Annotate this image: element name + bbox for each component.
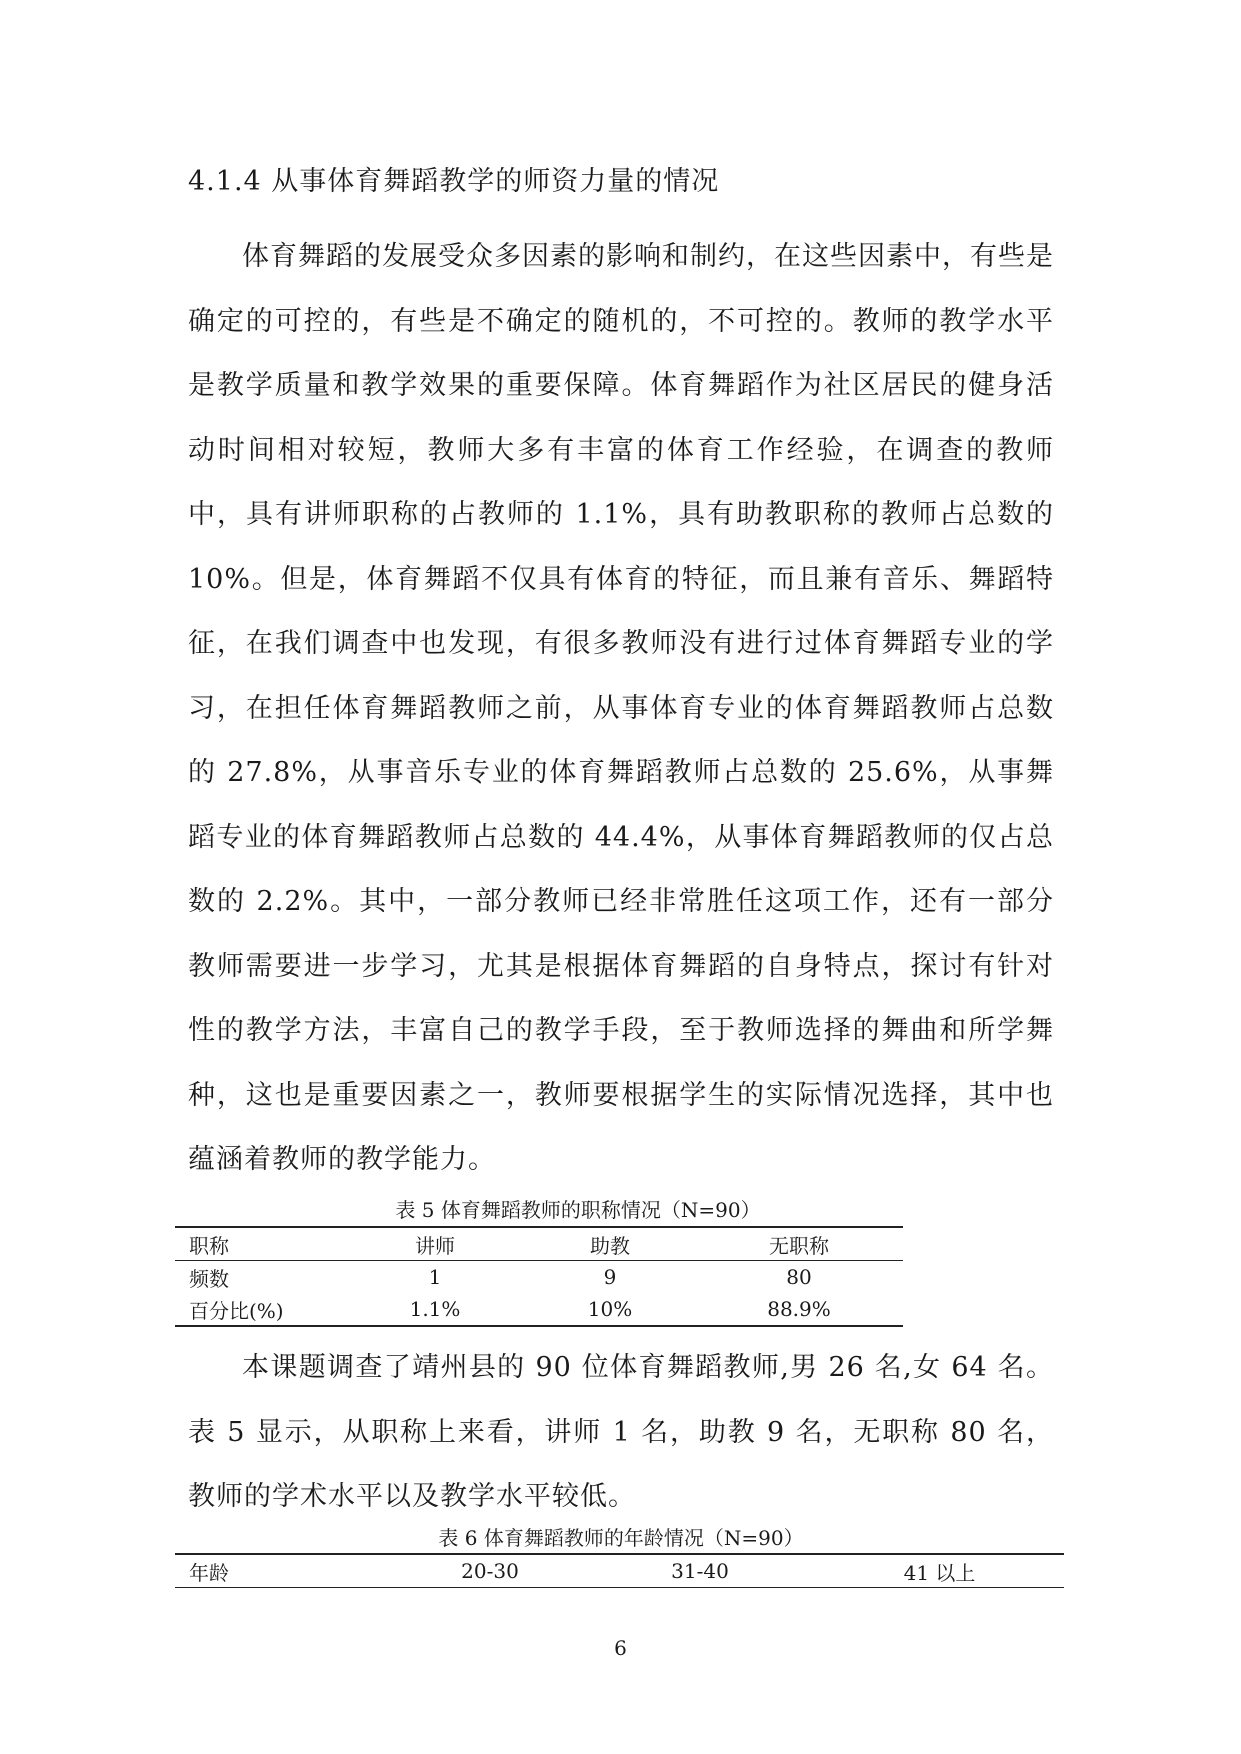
table5-title-distribution <box>175 1226 903 1327</box>
table5-cell: 80 <box>786 1265 812 1289</box>
table5-cell: 频数 <box>189 1266 229 1291</box>
table6-age-distribution <box>175 1553 1064 1588</box>
table5-cell: 百分比(%) <box>189 1298 284 1323</box>
table6-header-cell: 20-30 <box>461 1559 519 1583</box>
table5-header-cell: 讲师 <box>415 1233 455 1258</box>
page-number: 6 <box>614 1636 627 1660</box>
table6-caption: 表 6 体育舞蹈教师的年龄情况（N=90） <box>438 1526 804 1550</box>
table5-caption: 表 5 体育舞蹈教师的职称情况（N=90） <box>395 1198 761 1222</box>
body-paragraph-1: 体育舞蹈的发展受众多因素的影响和制约，在这些因素中，有些是确定的可控的，有些是不确定的随机的，不可控的。教师的教学水平是教学质量和教学效果的重要保障。体育舞蹈作为社区居民的健身活动时间相对较短，教师大多有丰富的体育工作经验，在调查的教师中，具有讲师职称的占教师的 1.1%，具有助教职称的教师占总数的 10%。但是，体育舞蹈不仅具有体育的特征，而且兼有音乐、舞蹈特征，在我们调查中也发现，有很多教师没有进行过体育舞蹈专业的学习，在担任体育舞蹈教师之前，从事体育专业的体育舞蹈教师占总数的 27.8%，从事音乐专业的体育舞蹈教师占总数的 25.6%，从事舞蹈专业的体育舞蹈教师占总数的 44.4%，从事体育舞蹈教师的仅占总数的 2.2%。其中，一部分教师已经非常胜任这项工作，还有一部分教师需要进一步学习，尤其是根据体育舞蹈的自身特点，探讨有针对性的教学方法，丰富自己的教学手段，至于教师选择的舞曲和所学舞种，这也是重要因素之一，教师要根据学生的实际情况选择，其中也蕴涵着教师的教学能力。 <box>188 241 1054 1175</box>
table5-header-cell: 助教 <box>590 1233 630 1258</box>
table5-header-row <box>175 1227 903 1261</box>
table5-cell: 10% <box>587 1297 633 1321</box>
body-paragraph-2: 本课题调查了靖州县的 90 位体育舞蹈教师,男 26 名,女 64 名。表 5 显示，从职称上来看，讲师 1 名，助教 9 名，无职称 80 名，教师的学术水平以及教学水平较低。 <box>188 1352 1054 1512</box>
table5-cell: 1 <box>428 1265 442 1289</box>
table6-header-cell: 41 以上 <box>903 1560 976 1585</box>
table6-header-row <box>175 1554 1064 1588</box>
table-row <box>175 1261 903 1294</box>
table-row <box>175 1293 903 1326</box>
table5-header-cell: 职称 <box>189 1233 229 1258</box>
section-heading: 4.1.4 从事体育舞蹈教学的师资力量的情况 <box>188 166 720 197</box>
table6-header-cell: 年龄 <box>189 1560 229 1585</box>
table5-cell: 9 <box>603 1265 617 1289</box>
table5-header-cell: 无职称 <box>769 1233 829 1258</box>
table5-cell: 1.1% <box>409 1297 461 1321</box>
table6-header-cell: 31-40 <box>671 1559 729 1583</box>
table5-cell: 88.9% <box>767 1297 831 1321</box>
